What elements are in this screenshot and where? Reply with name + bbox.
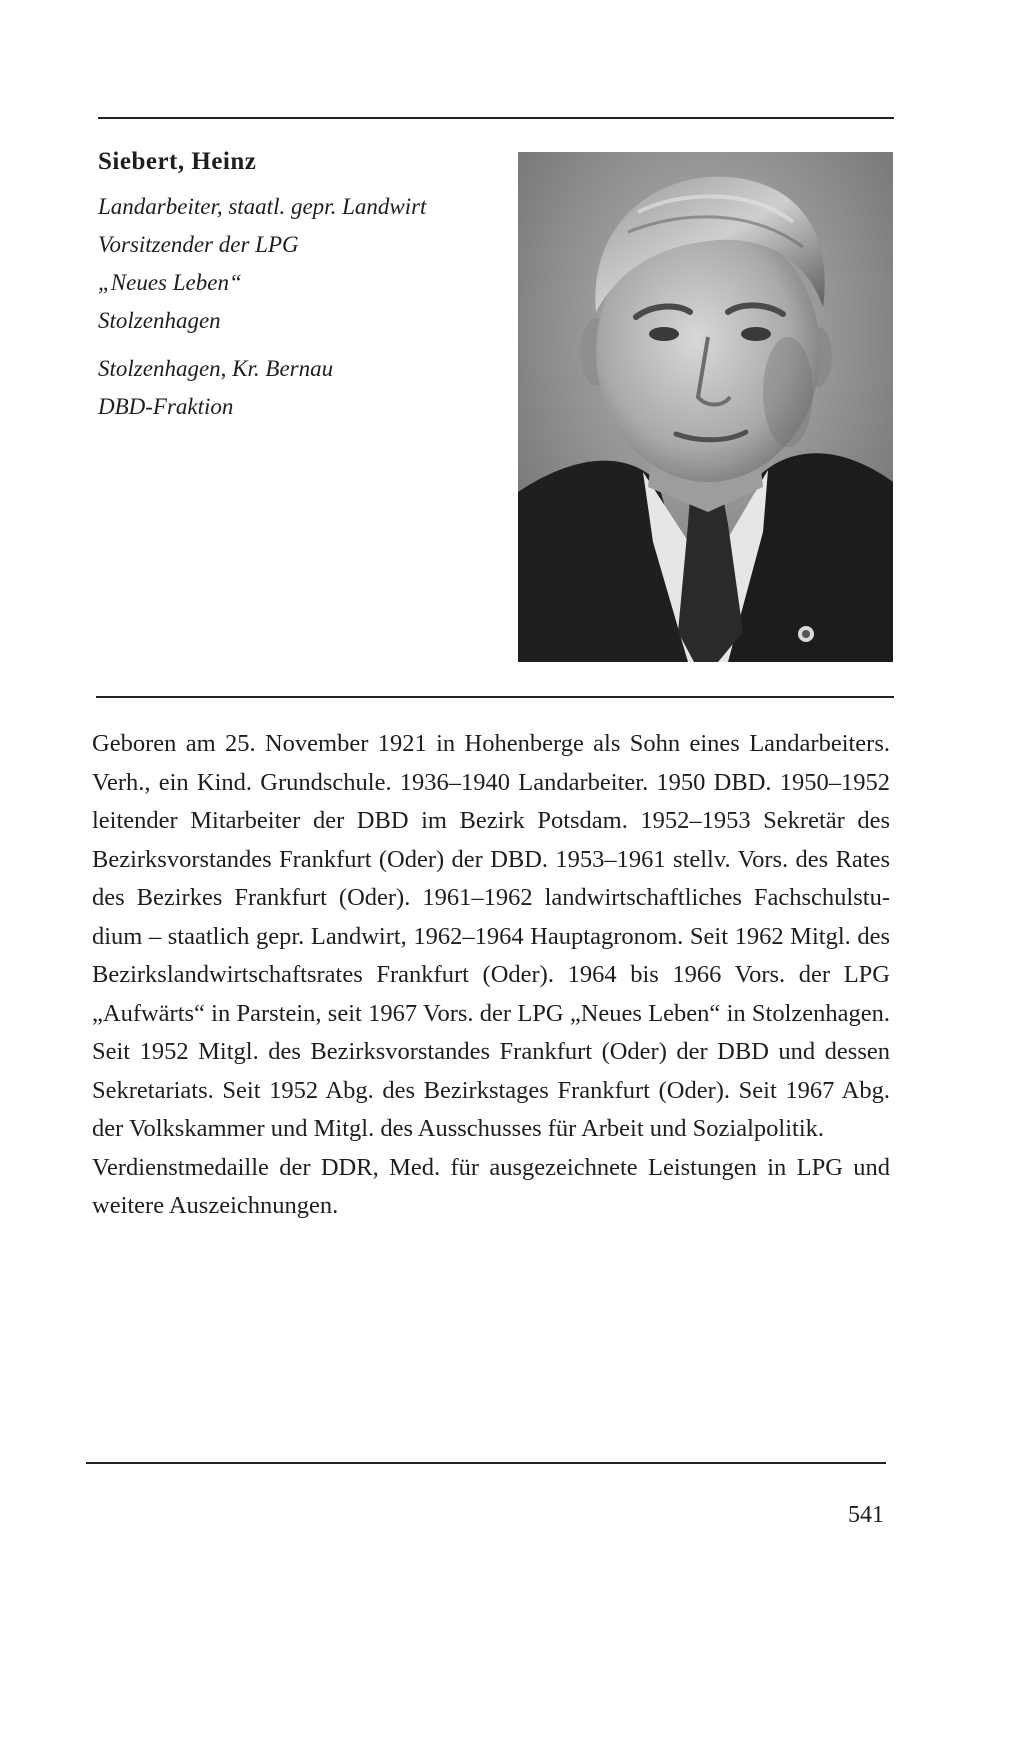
portrait-illustration (518, 152, 893, 662)
organization-name: „Neues Leben“ (98, 270, 242, 295)
biography-paragraph: Geboren am 25. November 1921 in Hohenberge als Sohn eines Landarbeiters. Verh., ein Kind. Grundschule. 1936–1940 Landarbeiter. 1950 DBD. 1950–1952 leitender Mitarbeiter der DBD im Bezirk Potsdam. 1952–1953 Sekretär des Bezirksvorstandes Frankfurt (Oder) der DBD. 1953–1961 stellv. Vors. des Rates des Bezirkes Frankfurt (Oder). 1961–1962 landwirtschaftliches Fachschulstudium – staatlich gepr. Landwirt, 1962–1964 Hauptagronom. Seit 1962 Mitgl. des Bezirkslandwirtschaftsrates Frankfurt (Oder). 1964 bis 1966 Vors. der LPG „Aufwärts“ in Parstein, seit 1967 Vors. der LPG „Neues Leben“ in Stolzenhagen. Seit 1952 Mitgl. des Bezirksvorstandes Frankfurt (Oder) der DBD und dessen Sekretariats. Seit 1952 Abg. des Bezirkstages Frankfurt (Oder). Seit 1967 Abg. der Volkskammer und Mitgl. des Ausschusses für Arbeit und Sozialpolitik. (92, 730, 890, 1142)
awards-paragraph: Verdienstmedaille der DDR, Med. für ausgezeichnete Leistungen in LPG und weitere Auszeichnungen. (92, 1153, 890, 1219)
bottom-rule (86, 1462, 886, 1464)
position: Vorsitzender der LPG (98, 232, 299, 257)
top-rule (98, 117, 894, 119)
page-number: 541 (848, 1502, 884, 1528)
organization-location: Stolzenhagen (98, 308, 221, 333)
person-details (98, 188, 426, 426)
middle-rule (96, 696, 894, 698)
biography (92, 725, 890, 1226)
occupation: Landarbeiter, staatl. gepr. Landwirt (98, 194, 427, 219)
residence: Stolzenhagen, Kr. Bernau (98, 356, 334, 381)
parliamentary-group: DBD-Fraktion (98, 394, 234, 419)
person-name: Siebert, Heinz (98, 148, 257, 175)
portrait-photo (518, 152, 893, 662)
